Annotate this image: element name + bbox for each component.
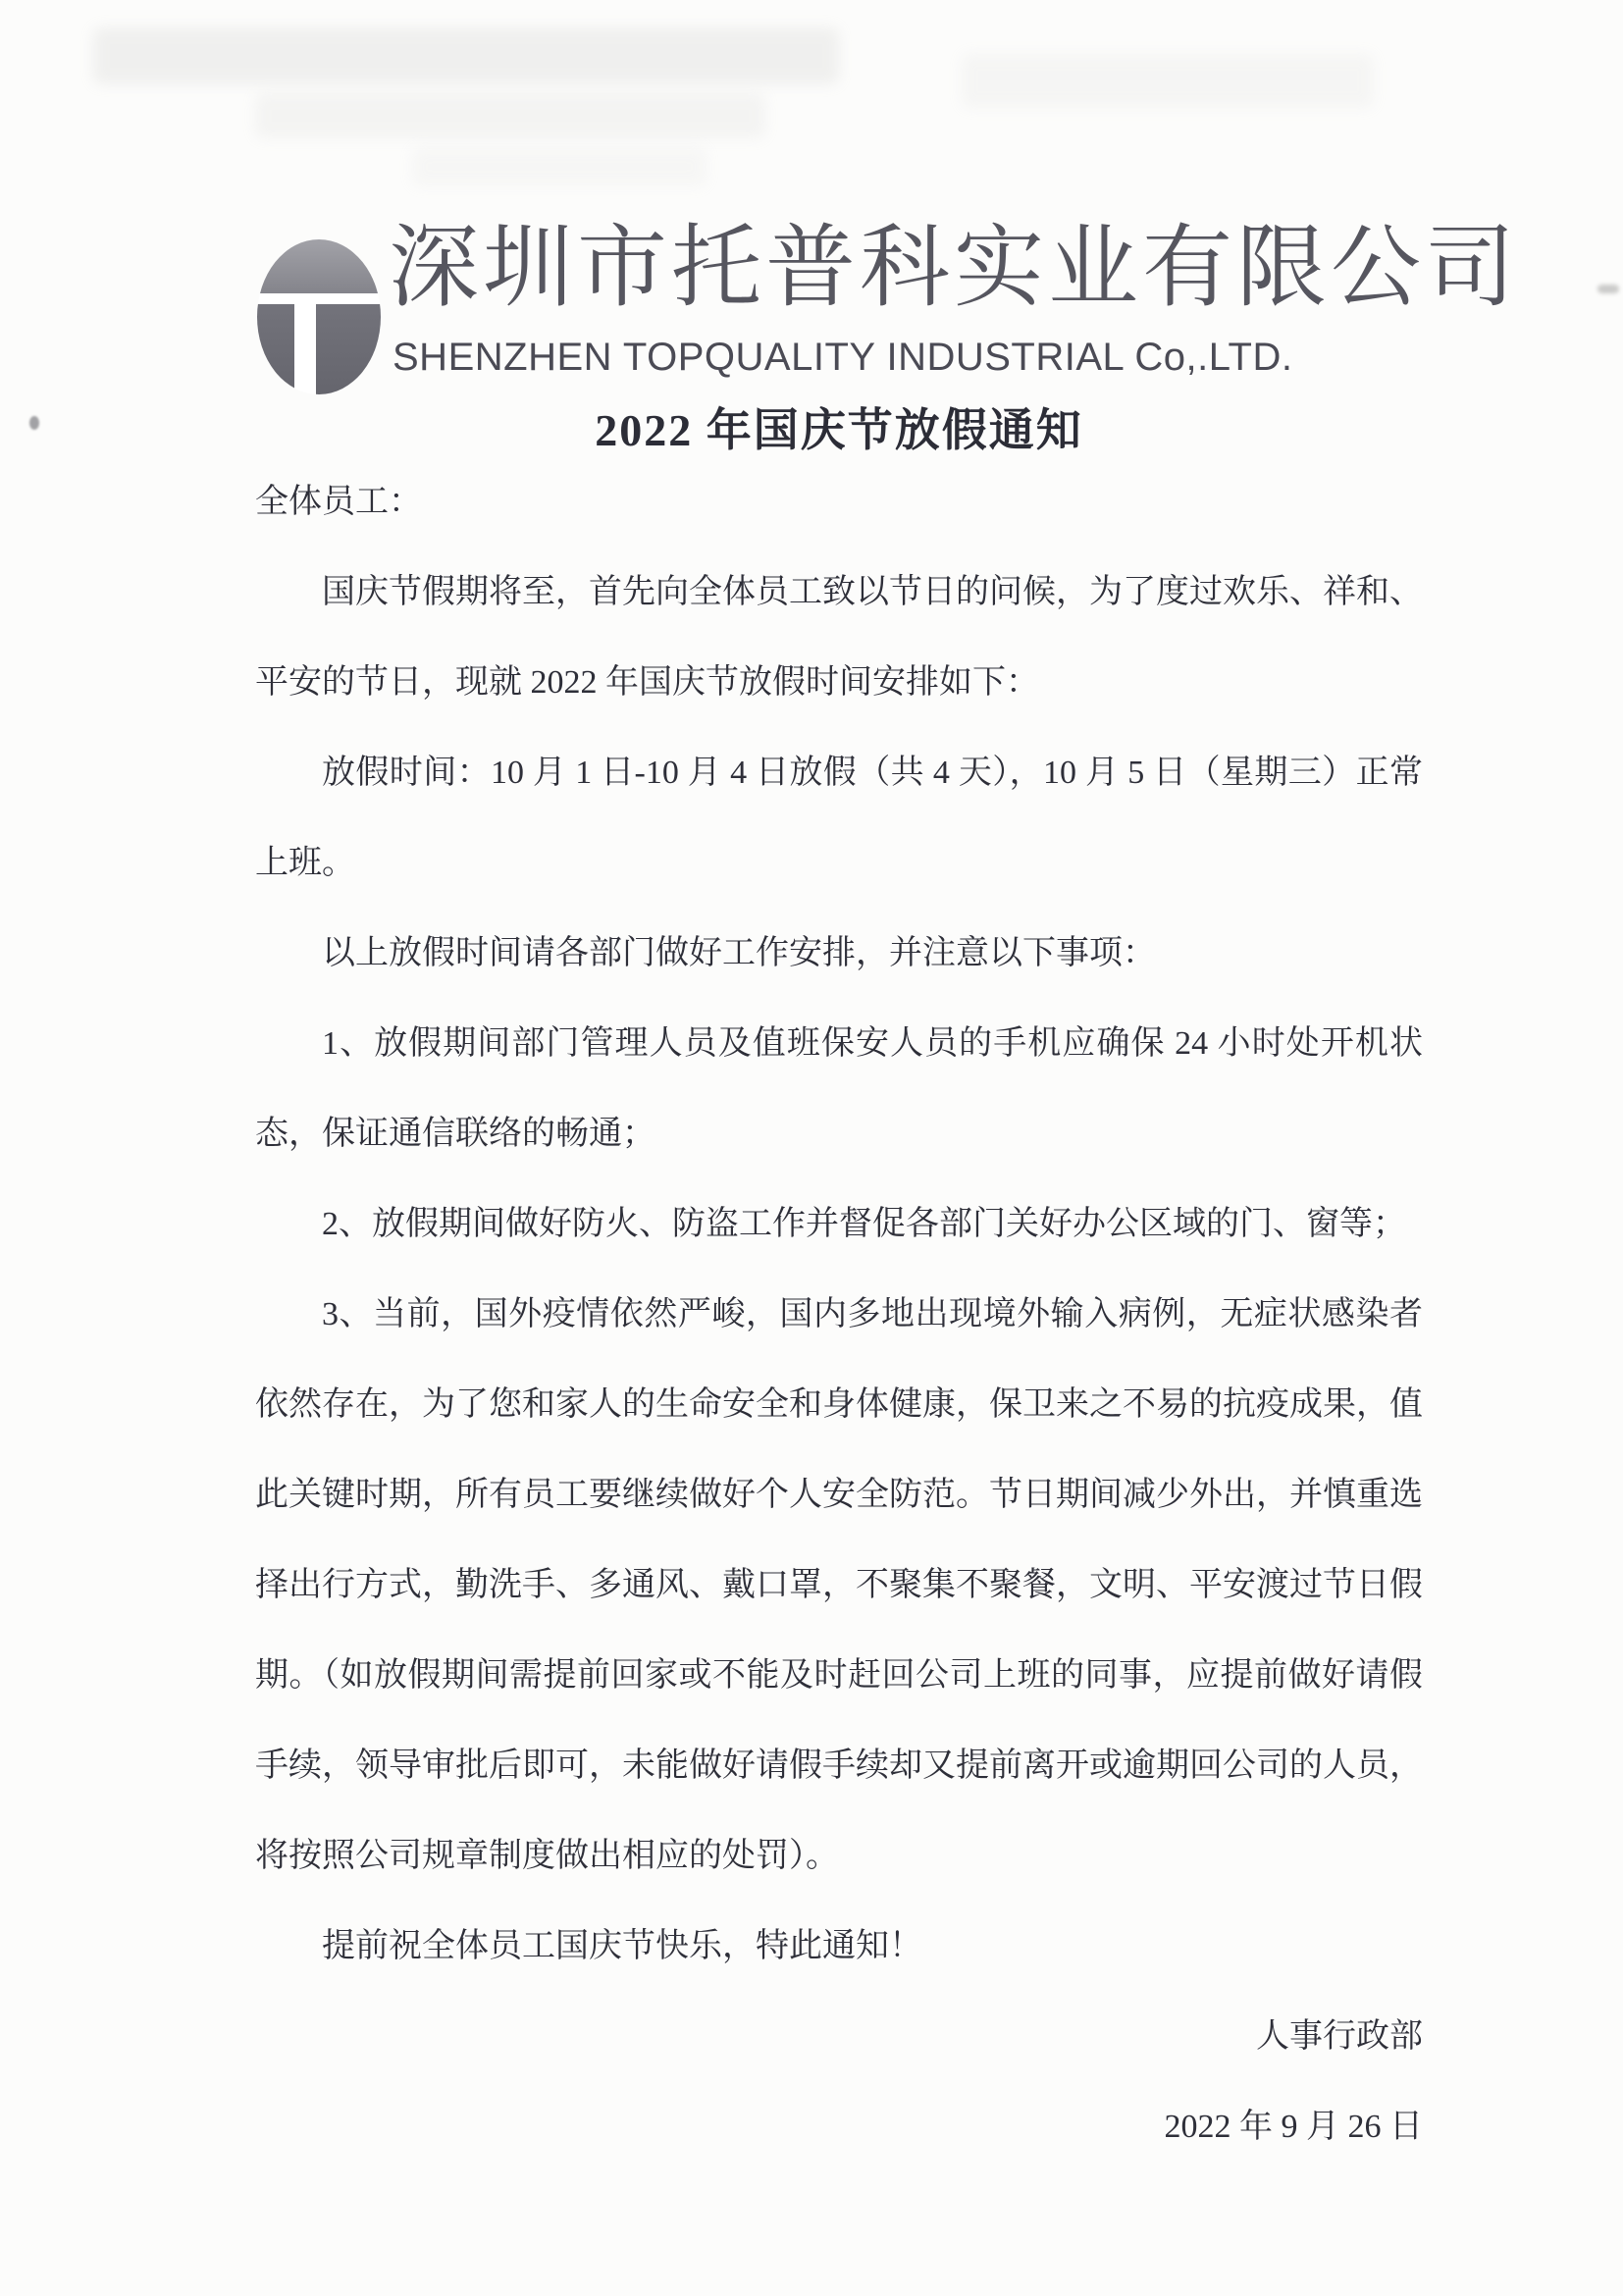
scan-artifact — [412, 147, 707, 186]
notice-item-2: 2、放假期间做好防火、防盗工作并督促各部门关好办公区域的门、窗等； — [322, 1206, 1406, 1242]
company-name-en: SHENZHEN TOPQUALITY INDUSTRIAL Co,.LTD. — [393, 336, 1293, 379]
notice-item-3: 3、当前，国外疫情依然严峻，国内多地出现境外输入病例，无症状感染者依然存在，为了您和家人的生命安全和身体健康，保卫来之不易的抗疫成果，值此关键时期，所有员工要继续做好个人安全防范。节日期间减少外出，并慎重选择出行方式，勤洗手、多通风、戴口罩，不聚集不聚餐，文明、平安渡过节日假期。（如放假期间需提前回家或不能及时赶回公司上班的同事，应提前做好请假手续，领导审批后即可，未能做好请假手续却又提前离开或逾期回公司的人员，将按照公司规章制度做出相应的处罚）。 — [255, 1296, 1423, 1874]
scan-artifact — [255, 93, 765, 138]
paragraph-greeting: 国庆节假期将至，首先向全体员工致以节日的问候，为了度过欢乐、祥和、平安的节日，现就 2022 年国庆节放假时间安排如下： — [255, 574, 1423, 701]
paragraph-holiday-dates: 放假时间：10 月 1 日-10 月 4 日放假（共 4 天），10 月 5 日（星期三）正常上班。 — [255, 755, 1423, 881]
scan-artifact — [29, 416, 39, 430]
notice-item-1: 1、放假期间部门管理人员及值班保安人员的手机应确保 24 小时处开机状态，保证通信联络的畅通； — [255, 1025, 1423, 1152]
signature-department: 人事行政部 — [1256, 2018, 1423, 2055]
t-logo-left-lobe — [257, 304, 294, 394]
t-logo-right-lobe — [316, 304, 381, 394]
document-title: 2022 年国庆节放假通知 — [595, 405, 1083, 455]
closing-wishes: 提前祝全体员工国庆节快乐，特此通知！ — [322, 1928, 922, 1964]
t-logo-icon — [257, 239, 381, 394]
paragraph-arrangement-intro: 以上放假时间请各部门做好工作安排，并注意以下事项： — [322, 935, 1156, 971]
notice-date: 2022 年 9 月 26 日 — [1164, 2109, 1423, 2145]
scan-artifact — [1597, 285, 1619, 293]
scan-artifact — [93, 27, 839, 84]
t-logo-dome — [257, 239, 381, 293]
scan-artifact — [962, 54, 1374, 108]
company-name-cn: 深圳市托普科实业有限公司 — [389, 218, 1520, 318]
salutation: 全体员工： — [255, 484, 422, 520]
notice-body — [255, 457, 1423, 2172]
